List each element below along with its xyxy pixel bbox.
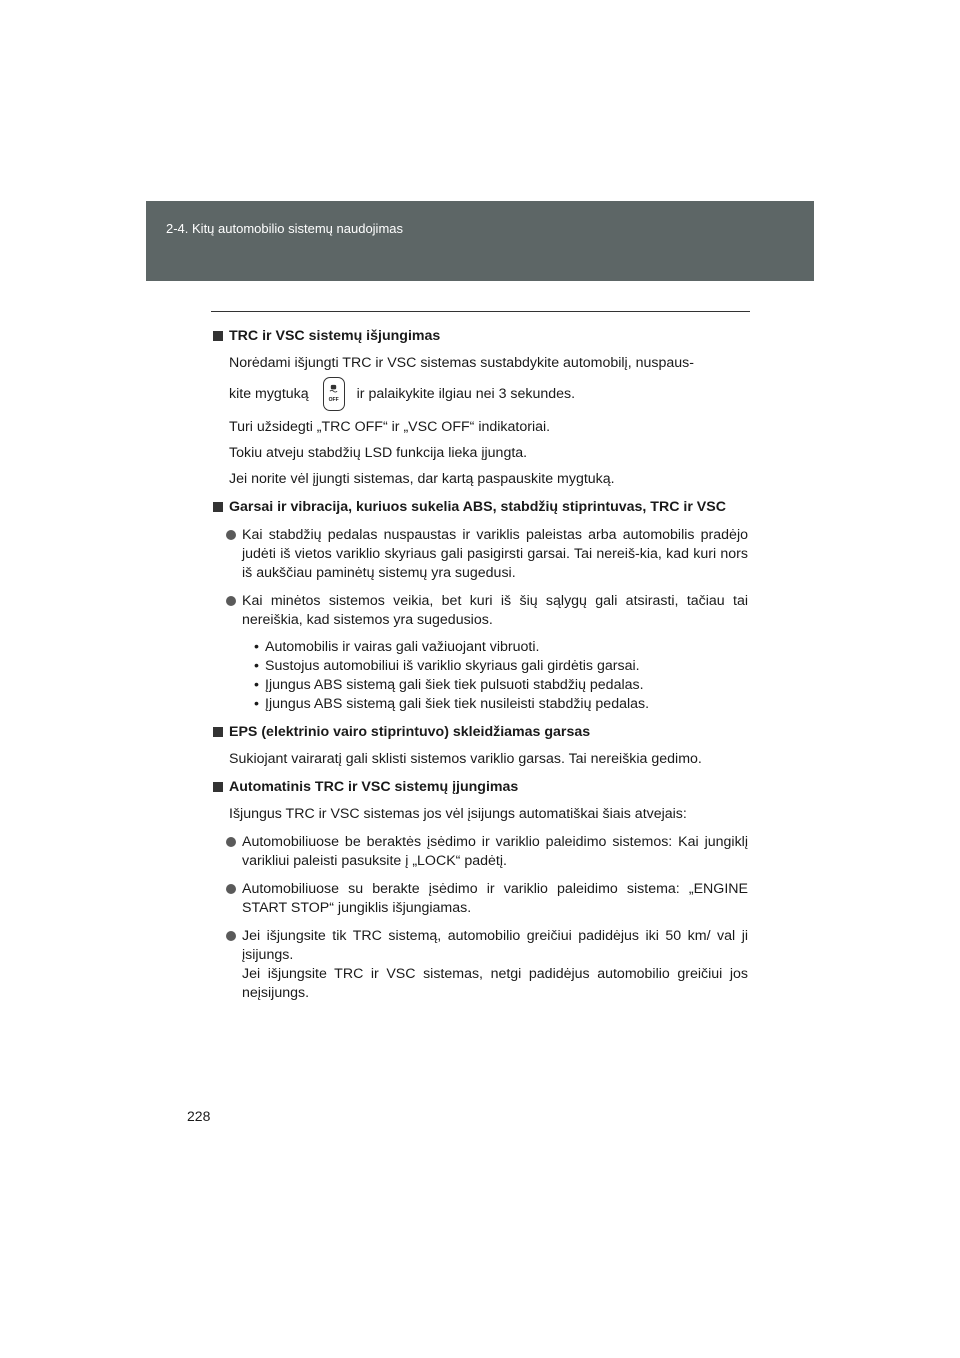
list-item: • Įjungus ABS sistemą gali šiek tiek nusileisti stabdžių pedalas.	[254, 696, 650, 712]
list-item: • Automobilis ir vairas gali važiuojant vibruoti.	[254, 639, 540, 655]
auto-on-bullet-2: Automobiliuose su berakte įsėdimo ir variklio paleidimo sistema: „ENGINE START STOP“ jungiklis išjungiamas.	[212, 880, 748, 918]
round-bullet-icon	[226, 837, 236, 847]
square-bullet-icon	[213, 502, 223, 512]
page-number: 228	[187, 1108, 211, 1124]
square-bullet-icon	[213, 331, 223, 341]
chapter-header-band	[146, 201, 814, 281]
trc-off-text-4: Jei norite vėl įjungti sistemas, dar kartą paspauskite mygtuką.	[229, 471, 615, 487]
round-bullet-icon	[226, 530, 236, 540]
trc-off-button-line: kite mygtuką OFF ir palaikykite ilgiau nei 3 sekundes.	[212, 377, 748, 411]
noises-bullet-1: Kai stabdžių pedalas nuspaustas ir variklis paleistas arba automobilis pradėjo judėti iš vietos variklio skyriaus gali pasigirsti garsai. Tai nereiš-kia, kad kuri nors iš aukščiau paminėtų sistemų yra sugedusi.	[212, 526, 748, 583]
trc-off-text-1: Norėdami išjungti TRC ir VSC sistemas sustabdykite automobilį, nuspaus-	[229, 355, 694, 371]
auto-on-bullet-1: Automobiliuose be beraktės įsėdimo ir variklio paleidimo sistemos: Kai jungiklį varikliui paleisti pasuksite į „LOCK“ padėtį.	[212, 833, 748, 871]
eps-text: Sukiojant vairaratį gali sklisti sistemos variklio garsas. Tai nereiškia gedimo.	[229, 751, 702, 767]
list-item: • Sustojus automobiliui iš variklio skyriaus gali girdėtis garsai.	[254, 658, 640, 674]
chapter-title: 2-4. Kitų automobilio sistemų naudojimas	[166, 221, 404, 236]
noises-bullet-2: Kai minėtos sistemos veikia, bet kuri iš šių sąlygų gali atsirasti, tačiau tai nereiškia, kad sistemos yra sugedusios.	[212, 592, 748, 630]
button-off-label: OFF	[328, 397, 339, 403]
square-bullet-icon	[213, 727, 223, 737]
auto-on-text: Išjungus TRC ir VSC sistemas jos vėl įsijungs automatiškai šiais atvejais:	[229, 806, 687, 822]
noises-sub-list	[212, 638, 748, 714]
page-content	[212, 327, 748, 1003]
section-heading-auto-on: Automatinis TRC ir VSC sistemų įjungimas	[212, 778, 748, 797]
round-bullet-icon	[226, 931, 236, 941]
square-bullet-icon	[213, 782, 223, 792]
auto-on-bullet-3: Jei išjungsite tik TRC sistemą, automobilio greičiui padidėjus iki 50 km/ val ji įsijungs. Jei išjungsite TRC ir VSC sistemas, netgi padidėjus automobilio greičiui jos neįsijungs.	[212, 927, 748, 1003]
trc-off-text-3: Tokiu atveju stabdžių LSD funkcija lieka įjungta.	[229, 445, 528, 461]
skidding-car-icon	[329, 384, 338, 393]
trc-off-text-2: Turi užsidegti „TRC OFF“ ir „VSC OFF“ indikatoriai.	[229, 419, 551, 435]
section-heading-eps: EPS (elektrinio vairo stiprintuvo) skleidžiamas garsas	[212, 723, 748, 742]
section-heading-noises: Garsai ir vibracija, kuriuos sukelia ABS, stabdžių stiprintuvas, TRC ir VSC	[212, 498, 748, 517]
section-heading-trc-off: TRC ir VSC sistemų išjungimas	[212, 327, 748, 346]
round-bullet-icon	[226, 596, 236, 606]
list-item: • Įjungus ABS sistemą gali šiek tiek pulsuoti stabdžių pedalas.	[254, 677, 644, 693]
vsc-off-button-icon	[323, 377, 345, 411]
round-bullet-icon	[226, 884, 236, 894]
header-rule	[211, 311, 750, 312]
